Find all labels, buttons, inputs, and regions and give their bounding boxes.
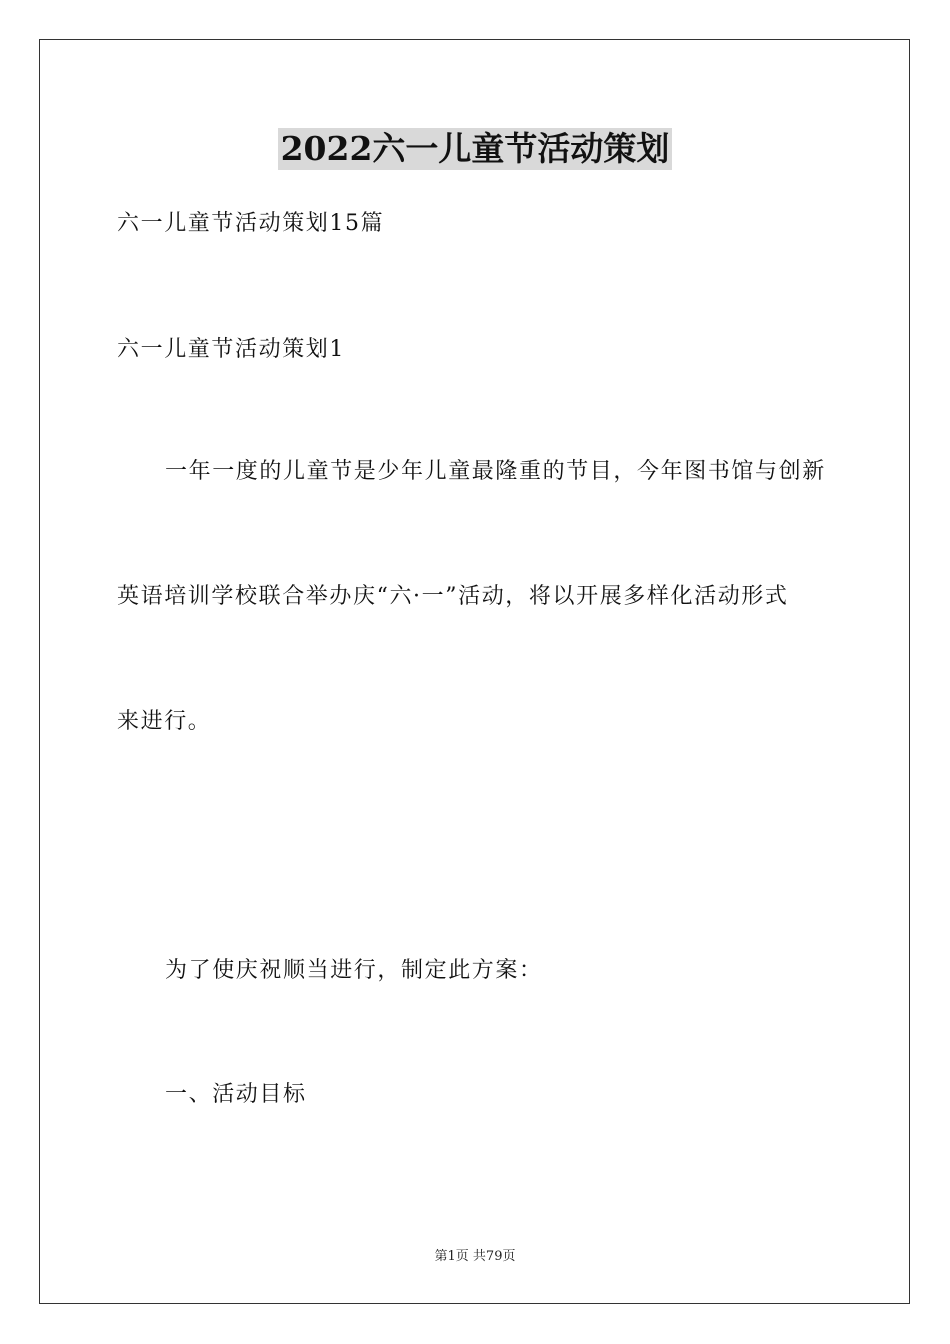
paragraph: 为了使庆祝顺当进行，制定此方案：	[165, 958, 543, 983]
document-title	[0, 128, 950, 170]
document-title-text: 2022六一儿童节活动策划	[278, 128, 673, 170]
page-number: 第1页 共79页	[434, 1249, 516, 1264]
document-subtitle: 六一儿童节活动策划15篇	[117, 211, 385, 236]
paragraph-line: 英语培训学校联合举办庆“六·一”活动，将以开展多样化活动形式	[117, 584, 789, 609]
section-heading: 一、活动目标	[165, 1082, 307, 1107]
paragraph-line: 来进行。	[117, 709, 212, 734]
paragraph-line: 一年一度的儿童节是少年儿童最隆重的节目，今年图书馆与创新	[165, 459, 826, 484]
section-title: 六一儿童节活动策划1	[117, 337, 345, 362]
